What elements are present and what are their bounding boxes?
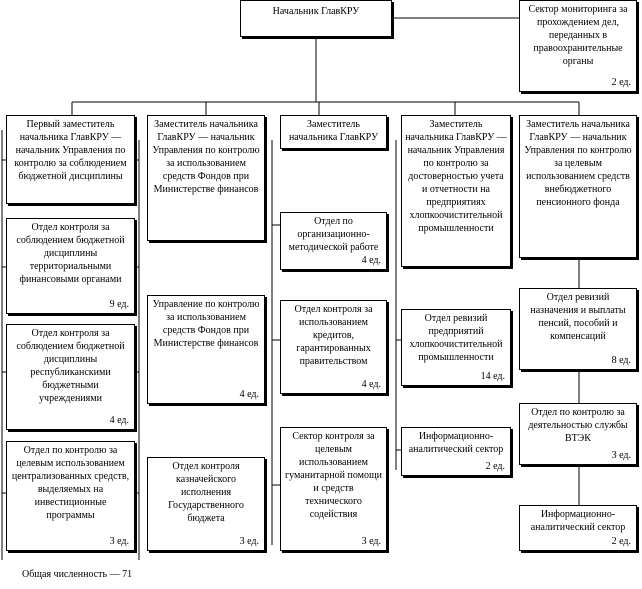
col5-head-box [519,115,637,258]
col2-unit-2-box [147,457,265,551]
col3-head-box [280,115,387,149]
col4-unit-2-title: Информационно-аналитический сектор [408,431,504,455]
monitoring-sector-title: Сектор мониторинга за прохождением дел, переданных в правоохранительные органы [528,4,628,67]
col1-unit-3-count: 3 ед. [109,536,129,547]
col1-head-box [6,115,135,204]
col3-head-title: Заместитель начальника ГлавКРУ [288,119,379,143]
monitoring-sector-count: 2 ед. [611,77,631,88]
col1-unit-1-box [6,218,135,314]
col1-unit-2-count: 4 ед. [109,415,129,426]
col3-unit-1-title: Отдел по организационно-методической работе [288,216,379,253]
col4-unit-2-count: 2 ед. [485,461,505,472]
chief-title: Начальник ГлавКРУ [272,6,360,17]
col1-unit-2-title: Отдел контроля за соблюдением бюджетной дисциплины республиканскими бюджетными учреждениями [16,328,125,404]
col5-unit-3-box [519,505,637,551]
col4-head-box [401,115,511,267]
monitoring-sector-box [519,0,637,92]
col2-unit-1-count: 4 ед. [239,389,259,400]
col1-unit-3-title: Отдел по контролю за целевым использованием централизованных средств, выделяемых на инвестиционные программы [11,445,130,521]
col1-unit-3-box [6,441,135,551]
col2-unit-1-box [147,295,265,404]
col1-unit-1-title: Отдел контроля за соблюдением бюджетной дисциплины территориальными финансовыми органами [16,222,125,285]
col2-unit-2-count: 3 ед. [239,536,259,547]
col2-head-box [147,115,265,241]
col5-unit-3-count: 2 ед. [611,536,631,547]
col3-unit-2-count: 4 ед. [361,379,381,390]
col3-unit-3-title: Сектор контроля за целевым использованием гуманитарной помощи и средств технического содействия [284,431,383,520]
col5-unit-2-count: 3 ед. [611,450,631,461]
col3-unit-2-box [280,300,387,394]
col1-unit-2-box [6,324,135,430]
col5-head-title: Заместитель начальника ГлавКРУ — начальник Управления по контролю за целевым использованием средств внебюджетного пенсионного фонда [524,119,632,208]
col4-unit-2-box [401,427,511,476]
col1-unit-1-count: 9 ед. [109,299,129,310]
col5-unit-2-box [519,403,637,465]
col4-unit-1-count: 14 ед. [480,371,505,382]
col3-unit-1-count: 4 ед. [361,255,381,266]
col2-unit-1-title: Управление по контролю за использованием средств Фондов при Министерстве финансов [152,299,260,349]
col3-unit-1-box [280,212,387,270]
col5-unit-1-count: 8 ед. [611,355,631,366]
col1-head-title: Первый заместитель начальника ГлавКРУ — начальник Управления по контролю за соблюдением бюджетной дисциплины [14,119,127,182]
col5-unit-3-title: Информационно-аналитический сектор [530,509,626,533]
col3-unit-3-count: 3 ед. [361,536,381,547]
col5-unit-2-title: Отдел по контролю за деятельностью службы ВТЭК [528,407,628,444]
col2-unit-2-title: Отдел контроля казначейского исполнения Государственного бюджета [168,461,244,524]
chief-box [240,0,392,37]
col4-unit-1-box [401,309,511,386]
col4-unit-1-title: Отдел ревизий предприятий хлопкоочистительной промышленности [409,313,503,363]
col4-head-title: Заместитель начальника ГлавКРУ — начальник Управления по контролю за достоверностью учета и отчетности на предприятиях хлопкоочистительной промышленности [405,119,507,234]
col5-unit-1-box [519,288,637,370]
col3-unit-3-box [280,427,387,551]
col5-unit-1-title: Отдел ревизий назначения и выплаты пенсий, пособий и компенсаций [530,292,626,342]
col2-head-title: Заместитель начальника ГлавКРУ — начальник Управления по контролю за использованием средств Фондов при Министерстве финансов [152,119,260,195]
col3-unit-2-title: Отдел контроля за использованием кредитов, гарантированных правительством [294,304,373,367]
total-headcount: Общая численность — 71 [22,569,133,580]
